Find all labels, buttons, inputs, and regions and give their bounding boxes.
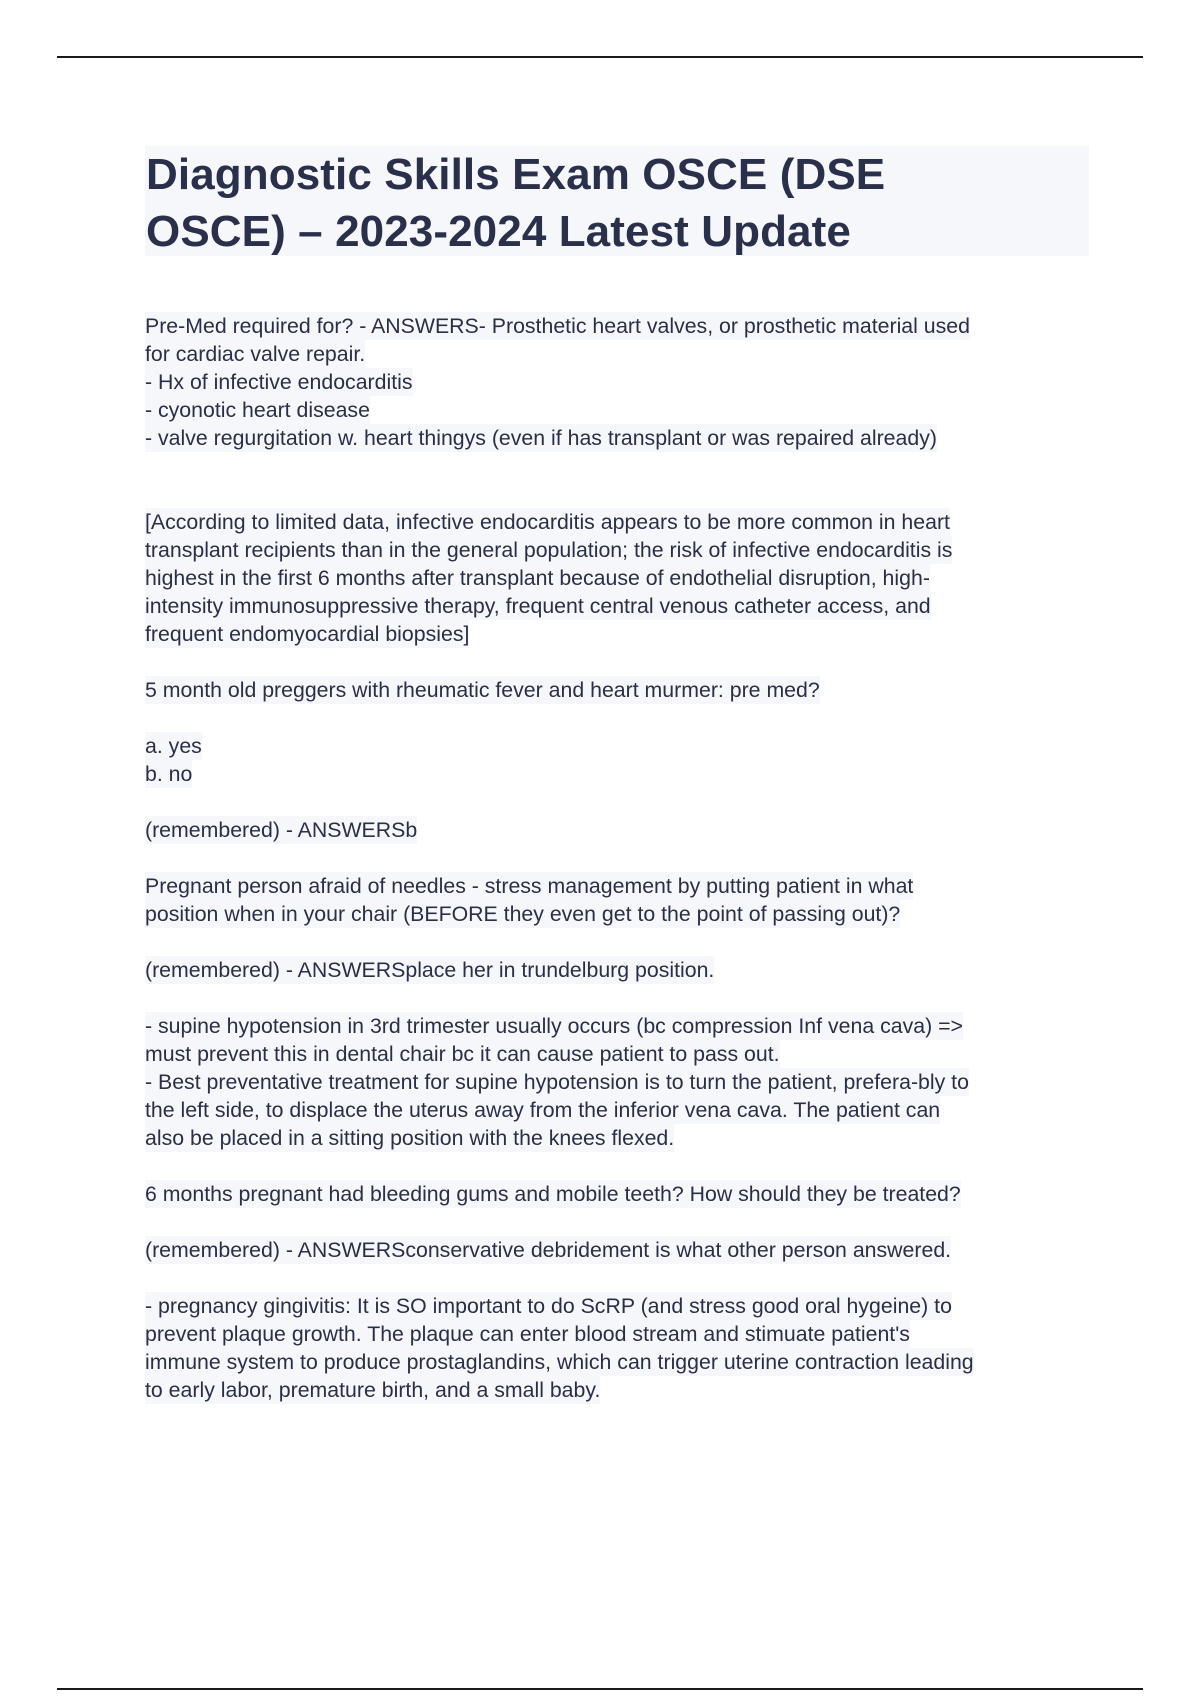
text-line: to early labor, premature birth, and a small baby. xyxy=(145,1378,601,1402)
answer-bleeding-gums xyxy=(145,1236,1090,1264)
text-line: b. no xyxy=(145,762,193,786)
text-line: must prevent this in dental chair bc it can cause patient to pass out. xyxy=(145,1042,780,1066)
text-line: immune system to produce prostaglandins, which can trigger uterine contraction leading xyxy=(145,1350,974,1374)
paragraph-supine-hypotension xyxy=(145,1012,1090,1152)
page-title xyxy=(146,146,1089,260)
bottom-rule xyxy=(57,1688,1143,1690)
text-line: (remembered) - ANSWERSplace her in trundelburg position. xyxy=(145,958,715,982)
question-needle-fear xyxy=(145,872,1090,928)
text-line: frequent endomyocardial biopsies] xyxy=(145,622,470,646)
text-line: position when in your chair (BEFORE they even get to the point of passing out)? xyxy=(145,902,901,926)
text-line: - pregnancy gingivitis: It is SO important to do ScRP (and stress good oral hygeine) to xyxy=(145,1294,952,1318)
text-line: - valve regurgitation w. heart thingys (even if has transplant or was repaired already) xyxy=(145,426,937,450)
text-line: - supine hypotension in 3rd trimester usually occurs (bc compression Inf vena cava) => xyxy=(145,1014,963,1038)
paragraph-pregnancy-gingivitis xyxy=(145,1292,1090,1404)
text-line: [According to limited data, infective endocarditis appears to be more common in heart xyxy=(145,510,950,534)
text-line: - cyonotic heart disease xyxy=(145,398,370,422)
text-line: - Best preventative treatment for supine hypotension is to turn the patient, prefera-bly to xyxy=(145,1070,969,1094)
text-line: the left side, to displace the uterus away from the inferior vena cava. The patient can xyxy=(145,1098,941,1122)
document-body xyxy=(145,312,1090,1404)
title-line-1: Diagnostic Skills Exam OSCE (DSE xyxy=(146,150,886,199)
text-line: (remembered) - ANSWERSconservative debridement is what other person answered. xyxy=(145,1238,952,1262)
question-rheumatic-fever xyxy=(145,676,1090,704)
text-line: Pregnant person afraid of needles - stress management by putting patient in what xyxy=(145,874,914,898)
paragraph-endocarditis-note xyxy=(145,508,1090,648)
text-line: (remembered) - ANSWERSb xyxy=(145,818,418,842)
text-line: 6 months pregnant had bleeding gums and mobile teeth? How should they be treated? xyxy=(145,1182,961,1206)
paragraph-premed-required xyxy=(145,312,1090,452)
top-rule xyxy=(57,56,1143,58)
text-line: transplant recipients than in the general population; the risk of infective endocarditis is xyxy=(145,538,953,562)
text-line: also be placed in a sitting position with the knees flexed. xyxy=(145,1126,675,1150)
answer-needle-fear xyxy=(145,956,1090,984)
text-line: for cardiac valve repair. xyxy=(145,342,366,366)
text-line: 5 month old preggers with rheumatic fever and heart murmer: pre med? xyxy=(145,678,820,702)
answer-rheumatic-fever xyxy=(145,816,1090,844)
text-line: highest in the first 6 months after transplant because of endothelial disruption, high- xyxy=(145,566,930,590)
title-line-2: OSCE) – 2023-2024 Latest Update xyxy=(146,207,851,256)
text-line: - Hx of infective endocarditis xyxy=(145,370,413,394)
text-line: prevent plaque growth. The plaque can enter blood stream and stimuate patient's xyxy=(145,1322,910,1346)
text-line: Pre-Med required for? - ANSWERS- Prosthetic heart valves, or prosthetic material used xyxy=(145,314,970,338)
text-line: intensity immunosuppressive therapy, frequent central venous catheter access, and xyxy=(145,594,931,618)
title-block xyxy=(145,146,1089,256)
answer-options xyxy=(145,732,1090,788)
text-line: a. yes xyxy=(145,734,202,758)
question-bleeding-gums xyxy=(145,1180,1090,1208)
